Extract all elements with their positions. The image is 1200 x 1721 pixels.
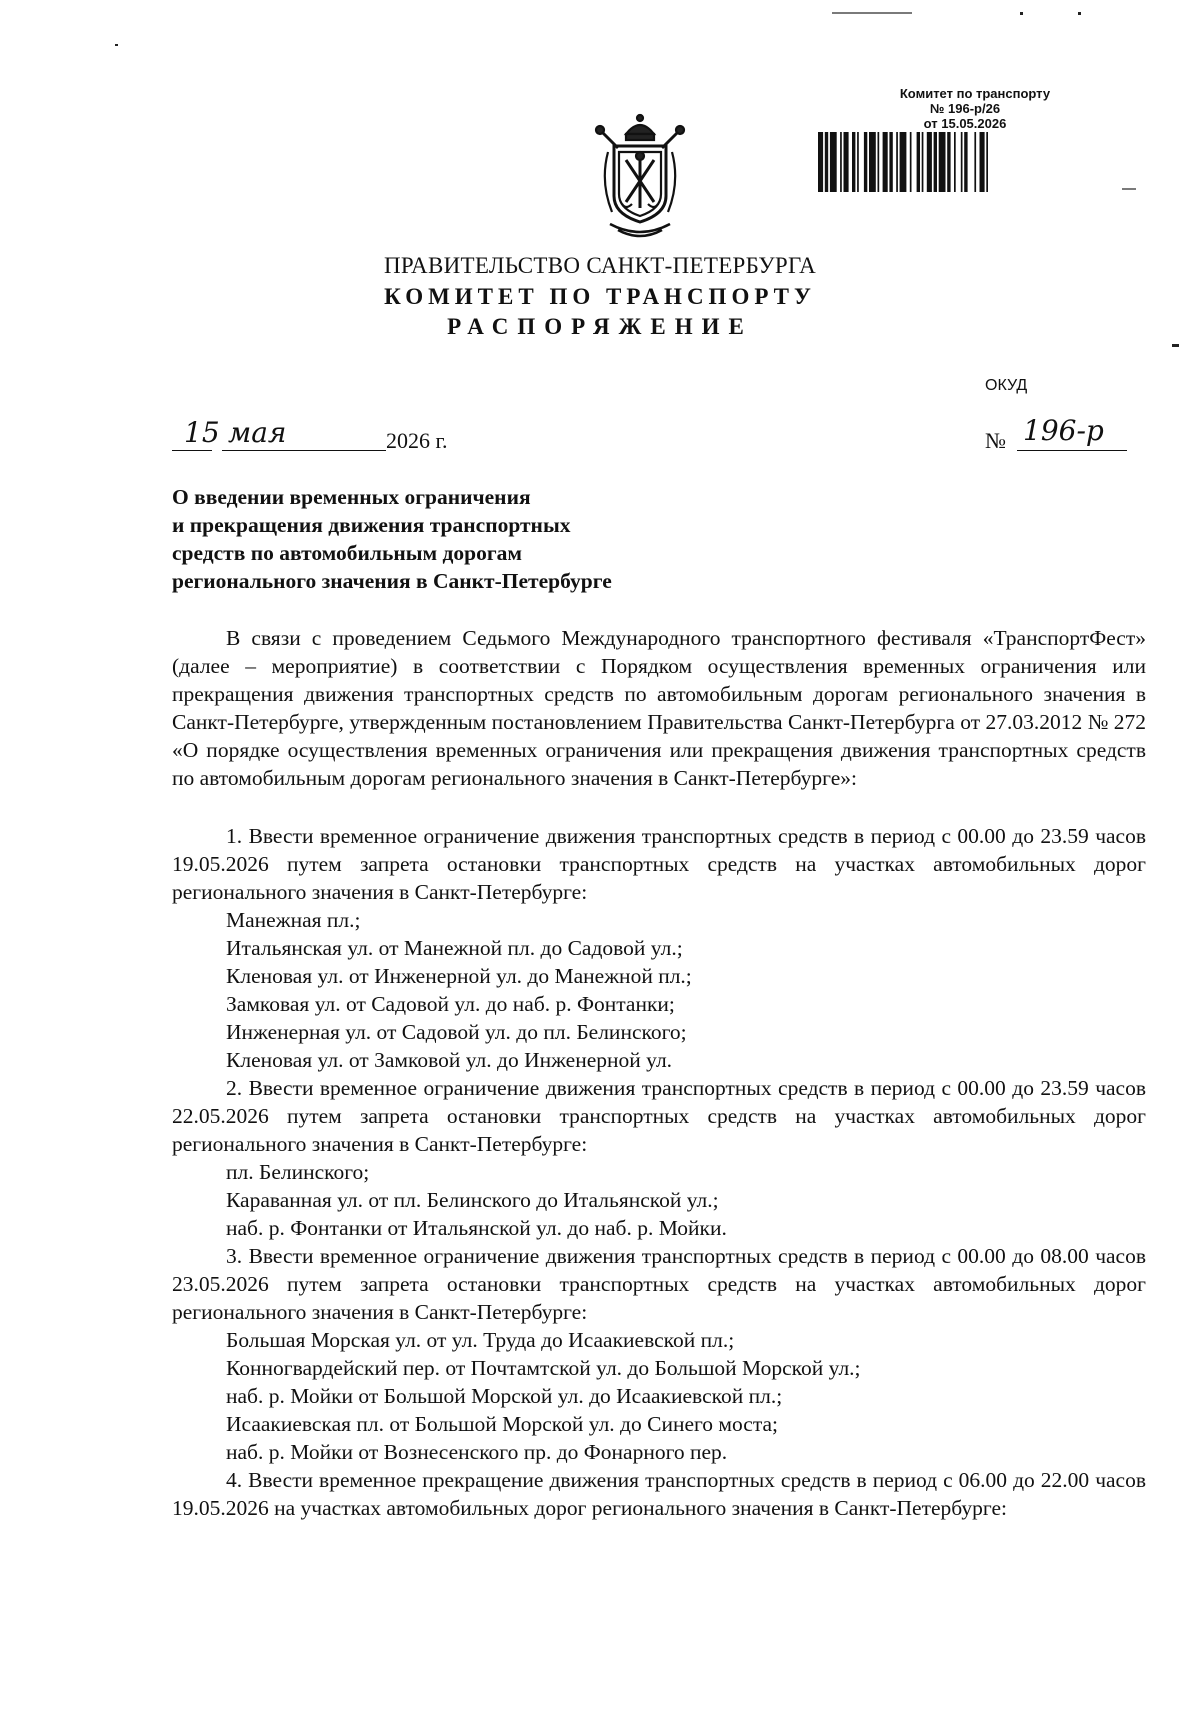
number-handwritten: 196-р <box>1023 414 1104 447</box>
barcode-bar <box>954 132 956 192</box>
scan-speck <box>1172 344 1179 347</box>
barcode-bar <box>922 132 924 192</box>
barcode-bar <box>927 132 932 192</box>
date-year: 2026 г. <box>386 428 448 453</box>
barcode-bar <box>852 132 855 192</box>
okud-label: ОКУД <box>985 377 1028 394</box>
scan-speck <box>1078 12 1081 15</box>
barcode-bar <box>818 132 823 192</box>
barcode-bar <box>964 132 967 192</box>
scan-speck <box>832 12 912 14</box>
road-item: Замковая ул. от Садовой ул. до наб. р. Фонтанки; <box>226 992 675 1016</box>
barcode-bar <box>980 132 985 192</box>
registration-barcode <box>818 132 1108 192</box>
road-item: наб. р. Фонтанки от Итальянской ул. до наб. р. Мойки. <box>226 1216 727 1240</box>
preamble-paragraph: В связи с проведением Седьмого Международного транспортного фестиваля «ТранспортФест» (далее – мероприятие) в соответствии с Порядком осуществления временных ограничения или прекращения движения транспортных средств по автомобильным дорогам регионального значения в Санкт-Петербурге, утвержденным постановлением Правительства Санкт-Петербурга от 27.03.2012 № 272 «О порядке осуществления временных ограничения или прекращения движения транспортных средств по автомобильным дорогам регионального значения в Санкт-Петербурге»: <box>172 626 1146 790</box>
barcode-bar <box>878 132 880 192</box>
road-item: пл. Белинского; <box>226 1160 370 1184</box>
barcode-bar <box>910 132 912 192</box>
barcode-bar <box>889 132 892 192</box>
section-4-paragraph: 4. Ввести временное прекращение движения транспортных средств в период с 06.00 до 22.00 часов 19.05.2026 на участках автомобильных дорог регионального значения в Санкт-Петербурге: <box>172 1468 1146 1520</box>
road-item: наб. р. Мойки от Вознесенского пр. до Фонарного пер. <box>226 1440 728 1464</box>
barcode-bar <box>825 132 828 192</box>
barcode-bar <box>840 132 842 192</box>
section-2-paragraph: 2. Ввести временное ограничение движения транспортных средств в период с 00.00 до 23.59 часов 22.05.2026 путем запрета остановки транспортных средств на участках автомобильных дорог регионального значения в Санкт-Петербурге: <box>172 1076 1146 1156</box>
committee-name: КОМИТЕТ ПО ТРАНСПОРТУ <box>384 284 816 309</box>
document-number <box>985 414 1135 460</box>
road-item: наб. р. Мойки от Большой Морской ул. до Исаакиевской пл.; <box>226 1384 783 1408</box>
barcode-bar <box>986 132 988 192</box>
date-month-handwritten: мая <box>228 416 287 449</box>
road-item: Манежная пл.; <box>226 908 361 932</box>
barcode-bar <box>900 132 907 192</box>
barcode-bar <box>917 132 920 192</box>
stamp-line-number: № 196-р/26 <box>929 101 1001 116</box>
road-item: Кленовая ул. от Замковой ул. до Инженерной ул. <box>226 1048 673 1072</box>
scan-speck <box>1122 188 1136 190</box>
date-day-underline <box>172 450 212 451</box>
road-item: Исаакиевская пл. от Большой Морской ул. до Синего моста; <box>226 1412 779 1436</box>
date-day-handwritten: 15 <box>184 416 220 449</box>
scan-speck <box>1020 12 1023 15</box>
government-name: ПРАВИТЕЛЬСТВО САНКТ-ПЕТЕРБУРГА <box>383 253 817 278</box>
road-item: Караванная ул. от пл. Белинского до Итальянской ул.; <box>226 1188 719 1212</box>
barcode-bar <box>934 132 937 192</box>
road-item: Кленовая ул. от Инженерной ул. до Манежной пл.; <box>226 964 692 988</box>
section-3-paragraph: 3. Ввести временное ограничение движения транспортных средств в период с 00.00 до 08.00 часов 23.05.2026 путем запрета остановки транспортных средств на участках автомобильных дорог регионального значения в Санкт-Петербурге: <box>172 1244 1146 1324</box>
scan-speck <box>115 44 118 46</box>
title-line: средств по автомобильным дорогам <box>172 541 523 565</box>
road-item: Инженерная ул. от Садовой ул. до пл. Белинского; <box>226 1020 687 1044</box>
barcode-bar <box>864 132 867 192</box>
road-item: Итальянская ул. от Манежной пл. до Садовой ул.; <box>226 936 683 960</box>
document-type: РАСПОРЯЖЕНИЕ <box>447 314 753 339</box>
title-line: регионального значения в Санкт-Петербурге <box>172 569 612 593</box>
barcode-bar <box>974 132 976 192</box>
barcode-bar <box>869 132 876 192</box>
barcode-bar <box>844 132 849 192</box>
stamp-line-committee: Комитет по транспорту <box>899 86 1051 101</box>
barcode-bar <box>961 132 963 192</box>
road-item: Конногвардейский пер. от Почтамтской ул. до Большой Морской ул.; <box>226 1356 861 1380</box>
document-title <box>172 483 772 595</box>
barcode-bar <box>939 132 946 192</box>
barcode-bar <box>830 132 837 192</box>
barcode-bar <box>896 132 898 192</box>
stamp-line-date: от 15.05.2026 <box>923 116 1007 131</box>
coat-of-arms-emblem <box>588 112 692 244</box>
barcode-bar <box>883 132 888 192</box>
barcode-bar <box>947 132 950 192</box>
registration-stamp <box>815 86 1115 131</box>
title-line: О введении временных ограничения <box>172 485 531 509</box>
title-line: и прекращения движения транспортных <box>172 513 571 537</box>
barcode-bar <box>857 132 859 192</box>
date-month-underline <box>222 450 386 451</box>
road-item: Большая Морская ул. от ул. Труда до Исаакиевской пл.; <box>226 1328 735 1352</box>
number-sign: № <box>985 428 1006 453</box>
document-body <box>172 624 1146 1522</box>
section-1-paragraph: 1. Ввести временное ограничение движения транспортных средств в период с 00.00 до 23.59 часов 19.05.2026 путем запрета остановки транспортных средств на участках автомобильных дорог регионального значения в Санкт-Петербурге: <box>172 824 1146 904</box>
number-underline <box>1017 450 1127 451</box>
